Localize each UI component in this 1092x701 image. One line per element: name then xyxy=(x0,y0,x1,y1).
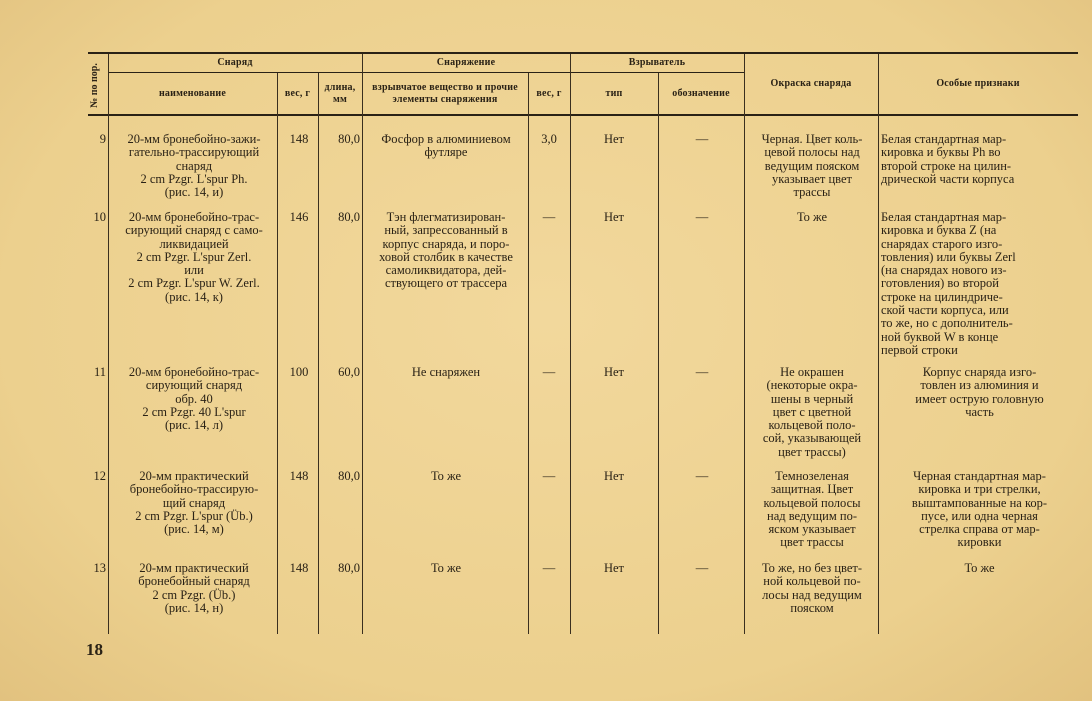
filling: Фосфор в алюминиевом футляре xyxy=(381,132,511,160)
filling-weight: — xyxy=(542,210,556,224)
header-shell-length: длина, мм xyxy=(324,81,356,105)
header-filling-group: Снаряжение xyxy=(436,57,496,68)
header-fuze-group: Взрыватель xyxy=(628,57,686,68)
fuze-type: Нет xyxy=(603,210,625,224)
column-divider xyxy=(658,73,659,634)
row-number: 10 xyxy=(93,210,106,224)
filling: То же xyxy=(430,469,462,483)
row-number: 13 xyxy=(93,561,106,575)
features: То же xyxy=(964,561,995,575)
header-shell-name: наименование xyxy=(158,87,227,99)
row-number: 11 xyxy=(93,365,106,379)
header-fuze-type: тип xyxy=(605,87,623,99)
filling-weight: — xyxy=(542,561,556,575)
features: Корпус снаряда изго- товлен из алюминия и имеет острую головную часть xyxy=(915,365,1044,419)
paint: Темнозеленая защитная. Цвет кольцевой полосы над ведущим по- яском указывает цвет трассы xyxy=(763,469,861,550)
page-number: 18 xyxy=(86,640,103,659)
fuze-designation: — xyxy=(695,210,709,224)
column-divider xyxy=(744,54,745,634)
column-divider xyxy=(878,54,879,634)
shell-name: 20-мм практический бронебойный снаряд 2 cm Pzgr. (Üb.) (рис. 14, н) xyxy=(138,561,250,615)
header-shell-weight: вес, г xyxy=(284,87,311,99)
fuze-designation: — xyxy=(695,365,709,379)
column-divider xyxy=(277,73,278,634)
paint: Не окрашен (некоторые окра- шены в черный цвет с цветной кольцевой поло- сой, указывающей цвет трассы) xyxy=(762,365,862,459)
shell-length: 80,0 xyxy=(338,561,360,575)
features: Черная стандартная мар- кировка и три стрелки, выштампованные на кор- пусе, или одна черная стрелка справа от мар- кировки xyxy=(911,469,1048,550)
fuze-type: Нет xyxy=(603,132,625,146)
paint: То же xyxy=(796,210,828,224)
shell-name: 20-мм практический бронебойно-трассирую- щий снаряд 2 cm Pzgr. L'spur (Üb.) (рис. 14, м) xyxy=(129,469,259,537)
column-divider xyxy=(318,73,319,634)
filling: Тэн флегматизирован- ный, запрессованный в корпус снаряда, и поро- ховой столбик в качестве самоликвидатора, дей- ствующего от трассера xyxy=(379,210,513,291)
header-fuze-designation: обозначение xyxy=(672,87,730,99)
header-number xyxy=(80,55,108,115)
fuze-designation: — xyxy=(695,561,709,575)
row-number: 12 xyxy=(93,469,106,483)
fuze-type: Нет xyxy=(603,469,625,483)
column-divider xyxy=(570,54,571,634)
shell-weight: 148 xyxy=(289,469,309,483)
paint: Черная. Цвет коль- цевой полосы над ведущим пояском указывает цвет трассы xyxy=(761,132,863,200)
fuze-designation: — xyxy=(695,469,709,483)
header-paint: Окраска снаряда xyxy=(770,78,852,89)
shell-weight: 146 xyxy=(289,210,309,224)
header-bottom-rule xyxy=(88,114,1078,116)
header-filling-substance: взрывчатое вещество и прочие элементы снаряжения xyxy=(372,81,518,105)
column-divider xyxy=(362,54,363,634)
shell-length: 80,0 xyxy=(338,469,360,483)
header-filling-weight: вес, г xyxy=(536,87,562,99)
paint: То же, но без цвет- ной кольцевой по- лосы над ведущим пояском xyxy=(761,561,863,615)
filling: То же xyxy=(430,561,462,575)
header-shell-group: Снаряд xyxy=(217,57,253,68)
shell-length: 60,0 xyxy=(338,365,360,379)
header-features: Особые признаки xyxy=(936,78,1020,89)
header-number-label: № по пор. xyxy=(88,62,100,108)
filling-weight: 3,0 xyxy=(541,132,557,146)
features: Белая стандартная мар- кировка и буква Z (на снарядах старого изго- товления) или буквы Zerl (на снарядах нового из- готовления) во второй строке на цилиндриче- ской части корпуса, или то же, но с дополнитель- ной буквой W в конце первой строки xyxy=(881,210,1016,357)
fuze-type: Нет xyxy=(603,365,625,379)
fuze-type: Нет xyxy=(603,561,625,575)
filling: Не снаряжен xyxy=(411,365,481,379)
shell-length: 80,0 xyxy=(338,132,360,146)
shell-weight: 148 xyxy=(289,561,309,575)
shell-weight: 100 xyxy=(289,365,309,379)
fuze-designation: — xyxy=(695,132,709,146)
shell-weight: 148 xyxy=(289,132,309,146)
shell-name: 20-мм бронебойно-зажи- гательно-трассирующий снаряд 2 cm Pzgr. L'spur Ph. (рис. 14, и) xyxy=(127,132,261,200)
column-divider xyxy=(108,54,109,634)
filling-weight: — xyxy=(542,469,556,483)
shell-length: 80,0 xyxy=(338,210,360,224)
row-number: 9 xyxy=(99,132,106,146)
shell-name: 20-мм бронебойно-трас- сирующий снаряд с само- ликвидацией 2 cm Pzgr. L'spur Zerl. или 2 cm Pzgr. L'spur W. Zerl. (рис. 14, к) xyxy=(125,210,263,304)
shell-name: 20-мм бронебойно-трас- сирующий снаряд обр. 40 2 cm Pzgr. 40 L'spur (рис. 14, л) xyxy=(128,365,260,433)
column-divider xyxy=(528,73,529,634)
filling-weight: — xyxy=(542,365,556,379)
features: Белая стандартная мар- кировка и буквы Ph во второй строке на цилин- дрической части корпуса xyxy=(881,132,1015,186)
